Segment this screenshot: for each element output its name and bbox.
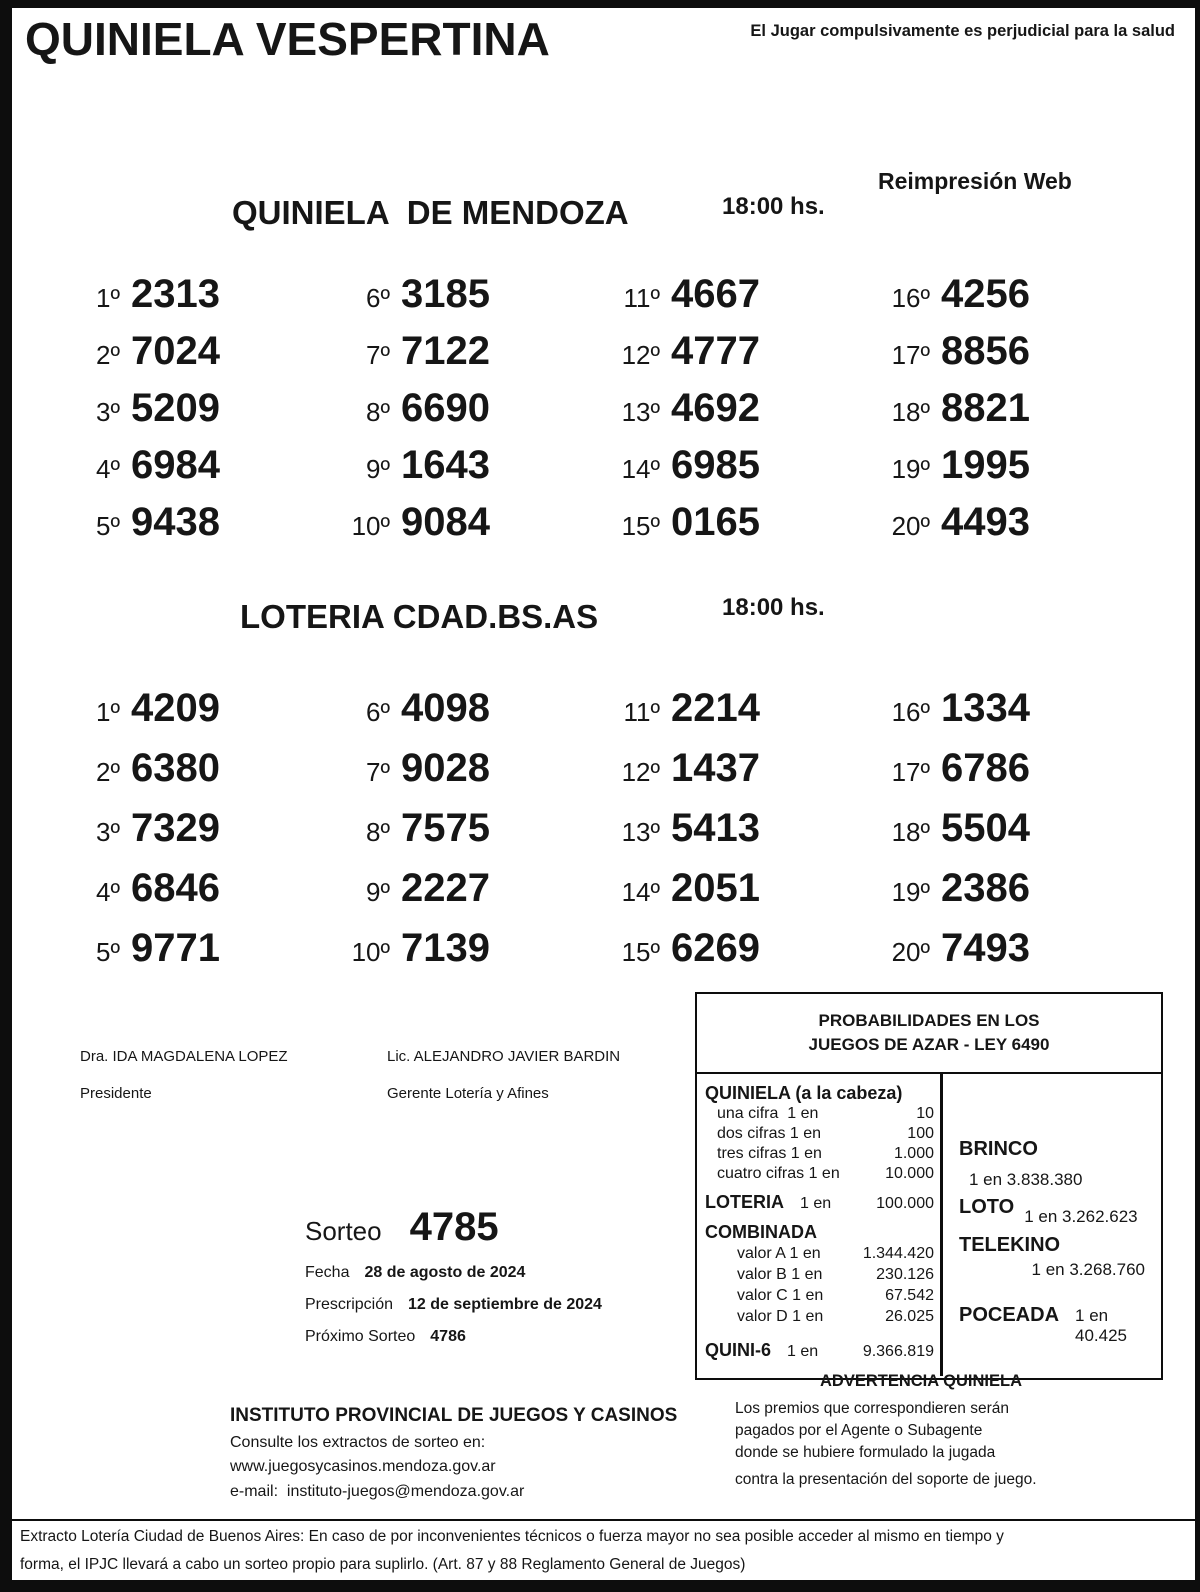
mendoza-results-grid (70, 268, 1150, 553)
result-cell (610, 922, 880, 982)
odds-row: valor A 1 en 1.344.420 (737, 1245, 934, 1262)
institute-website: www.juegosycasinos.mendoza.gov.ar (230, 1458, 496, 1475)
result-position: 8º (366, 397, 390, 427)
result-number: 4692 (671, 386, 760, 430)
result-number: 4098 (401, 686, 490, 730)
probabilities-box (695, 992, 1163, 1380)
result-number: 7493 (941, 926, 1030, 970)
health-warning: El Jugar compulsivamente es perjudicial para la salud (750, 22, 1175, 40)
prescription-label: Prescripción (305, 1296, 394, 1313)
result-number: 6984 (131, 443, 220, 487)
result-number: 1334 (941, 686, 1030, 730)
result-cell (880, 922, 1150, 982)
odds-row: una cifra 1 en 10 (717, 1105, 934, 1122)
result-cell (70, 682, 340, 742)
probabilities-body (697, 1074, 1161, 1376)
result-cell (340, 496, 610, 553)
result-cell (70, 862, 340, 922)
odds-row: valor B 1 en 230.126 (737, 1266, 934, 1283)
probabilities-title-line2: JUEGOS DE AZAR - LEY 6490 (808, 1035, 1050, 1054)
institute-name: INSTITUTO PROVINCIAL DE JUEGOS Y CASINOS (230, 1405, 678, 1426)
result-cell (340, 862, 610, 922)
draw-number-label: Sorteo (305, 1216, 382, 1246)
result-position: 17º (891, 757, 930, 787)
prescription-value: 12 de septiembre de 2024 (408, 1296, 602, 1313)
result-position: 9º (366, 877, 390, 907)
result-cell (880, 268, 1150, 325)
draw-date-label: Fecha (305, 1264, 350, 1281)
bsas-results-grid (70, 682, 1150, 982)
result-position: 2º (96, 340, 120, 370)
odds-row: tres cifras 1 en 1.000 (717, 1145, 934, 1162)
result-cell (610, 439, 880, 496)
result-position: 16º (891, 697, 930, 727)
result-number: 6985 (671, 443, 760, 487)
result-position: 13º (621, 817, 660, 847)
result-number: 7024 (131, 329, 220, 373)
result-position: 3º (96, 397, 120, 427)
result-position: 16º (891, 283, 930, 313)
signature-manager-name: Lic. ALEJANDRO JAVIER BARDIN (387, 1048, 621, 1065)
result-number: 4667 (671, 272, 760, 316)
result-position: 2º (96, 757, 120, 787)
result-position: 11º (623, 283, 660, 313)
result-number: 7329 (131, 806, 220, 850)
result-number: 7139 (401, 926, 490, 970)
result-cell (880, 325, 1150, 382)
draw-date-row (305, 1264, 525, 1282)
result-position: 4º (96, 454, 120, 484)
result-cell (340, 682, 610, 742)
result-number: 5209 (131, 386, 220, 430)
telekino-odds: TELEKINO 1 en 3.268.760 (959, 1234, 1145, 1279)
institute-consult-line: Consulte los extractos de sorteo en: (230, 1434, 486, 1451)
result-number: 8856 (941, 329, 1030, 373)
result-position: 14º (621, 454, 660, 484)
result-cell (880, 862, 1150, 922)
result-cell (610, 268, 880, 325)
result-cell (340, 922, 610, 982)
result-cell (340, 325, 610, 382)
result-position: 12º (621, 757, 660, 787)
result-position: 10º (351, 937, 390, 967)
result-cell (340, 439, 610, 496)
next-draw-row (305, 1328, 466, 1346)
probabilities-title (697, 994, 1161, 1074)
combinada-odds-heading: COMBINADA (705, 1222, 817, 1242)
quiniela-warning-block (735, 1372, 1107, 1491)
loteria-odds-row: LOTERIA 1 en 100.000 (705, 1192, 934, 1212)
draw-number-value: 4785 (409, 1205, 499, 1249)
result-number: 2214 (671, 686, 760, 730)
odds-row: valor D 1 en 26.025 (737, 1308, 934, 1325)
result-cell (880, 382, 1150, 439)
result-position: 14º (621, 877, 660, 907)
signature-president-name: Dra. IDA MAGDALENA LOPEZ (80, 1048, 288, 1065)
odds-row: cuatro cifras 1 en 10.000 (717, 1165, 934, 1182)
result-cell (610, 802, 880, 862)
result-number: 0165 (671, 500, 760, 544)
result-cell (610, 325, 880, 382)
result-position: 5º (96, 511, 120, 541)
result-number: 2386 (941, 866, 1030, 910)
result-cell (880, 496, 1150, 553)
result-position: 15º (621, 937, 660, 967)
result-number: 6846 (131, 866, 220, 910)
result-number: 2051 (671, 866, 760, 910)
quiniela-warning-line: Los premios que correspondieren serán (735, 1400, 1009, 1417)
quiniela-odds-heading: QUINIELA (a la cabeza) (705, 1083, 903, 1103)
result-number: 4209 (131, 686, 220, 730)
next-draw-value: 4786 (430, 1328, 466, 1345)
signature-manager-role: Gerente Lotería y Afines (387, 1085, 549, 1102)
reprint-web-label: Reimpresión Web (878, 168, 1072, 194)
result-number: 6269 (671, 926, 760, 970)
result-number: 1643 (401, 443, 490, 487)
mendoza-section-title: QUINIELA DE MENDOZA (232, 194, 629, 231)
draw-number-row (305, 1205, 499, 1250)
result-position: 1º (96, 283, 120, 313)
result-cell (340, 802, 610, 862)
footer-note-line1: Extracto Lotería Ciudad de Buenos Aires: En caso de por inconvenientes técnicos o fuerza mayor no sea posible acceder al mismo en tiempo y (20, 1528, 1004, 1545)
result-cell (70, 496, 340, 553)
result-cell (340, 742, 610, 802)
result-position: 18º (891, 817, 930, 847)
quiniela-warning-line: pagados por el Agente o Subagente (735, 1422, 983, 1439)
result-cell (70, 325, 340, 382)
result-position: 9º (366, 454, 390, 484)
probabilities-left-column (697, 1074, 943, 1376)
result-cell (610, 496, 880, 553)
result-position: 7º (366, 757, 390, 787)
result-number: 1995 (941, 443, 1030, 487)
prescription-row (305, 1296, 602, 1314)
result-number: 5504 (941, 806, 1030, 850)
result-position: 1º (96, 697, 120, 727)
result-number: 9438 (131, 500, 220, 544)
result-position: 19º (891, 877, 930, 907)
result-position: 10º (351, 511, 390, 541)
result-cell (880, 682, 1150, 742)
result-position: 17º (891, 340, 930, 370)
loto-odds: LOTO 1 en 3.262.623 (959, 1196, 1138, 1226)
result-cell (70, 922, 340, 982)
result-cell (880, 439, 1150, 496)
bsas-draw-time: 18:00 hs. (722, 594, 825, 621)
result-position: 6º (366, 697, 390, 727)
result-number: 6690 (401, 386, 490, 430)
footer-divider (12, 1519, 1195, 1521)
result-position: 6º (366, 283, 390, 313)
result-cell (70, 802, 340, 862)
result-number: 9771 (131, 926, 220, 970)
result-number: 2313 (131, 272, 220, 316)
mendoza-draw-time: 18:00 hs. (722, 193, 825, 220)
quini6-odds-row: QUINI-6 1 en 9.366.819 (705, 1340, 934, 1360)
result-cell (610, 682, 880, 742)
result-number: 4777 (671, 329, 760, 373)
result-cell (70, 439, 340, 496)
quiniela-warning-title: ADVERTENCIA QUINIELA (820, 1372, 1022, 1390)
result-cell (340, 382, 610, 439)
probabilities-title-line1: PROBABILIDADES EN LOS (818, 1011, 1040, 1030)
result-cell (70, 382, 340, 439)
bsas-section-title: LOTERIA CDAD.BS.AS (240, 598, 599, 635)
result-position: 20º (891, 937, 930, 967)
result-cell (880, 742, 1150, 802)
result-cell (610, 862, 880, 922)
result-cell (610, 742, 880, 802)
quiniela-warning-line: donde se hubiere formulado la jugada (735, 1444, 996, 1461)
result-number: 7575 (401, 806, 490, 850)
institute-email: e-mail: instituto-juegos@mendoza.gov.ar (230, 1483, 525, 1500)
poceada-odds: POCEADA 1 en 40.425 (959, 1304, 1128, 1345)
result-position: 12º (621, 340, 660, 370)
page-title: QUINIELA VESPERTINA (25, 13, 550, 65)
result-number: 9084 (401, 500, 490, 544)
probabilities-right-column (943, 1074, 1161, 1376)
result-position: 11º (623, 697, 660, 727)
result-number: 4256 (941, 272, 1030, 316)
result-number: 8821 (941, 386, 1030, 430)
odds-row: dos cifras 1 en 100 (717, 1125, 934, 1142)
result-position: 20º (891, 511, 930, 541)
result-number: 5413 (671, 806, 760, 850)
result-cell (340, 268, 610, 325)
result-cell (610, 382, 880, 439)
result-number: 1437 (671, 746, 760, 790)
signature-president-role: Presidente (80, 1085, 152, 1102)
result-number: 2227 (401, 866, 490, 910)
odds-row: valor C 1 en 67.542 (737, 1287, 934, 1304)
brinco-odds: BRINCO1 en 3.838.380 (959, 1138, 1083, 1189)
result-number: 9028 (401, 746, 490, 790)
quiniela-warning-line: contra la presentación del soporte de juego. (735, 1471, 1037, 1488)
result-position: 19º (891, 454, 930, 484)
result-number: 6786 (941, 746, 1030, 790)
result-position: 8º (366, 817, 390, 847)
result-number: 3185 (401, 272, 490, 316)
result-number: 4493 (941, 500, 1030, 544)
result-position: 7º (366, 340, 390, 370)
result-position: 4º (96, 877, 120, 907)
result-number: 6380 (131, 746, 220, 790)
result-position: 5º (96, 937, 120, 967)
next-draw-label: Próximo Sorteo (305, 1328, 416, 1345)
result-cell (70, 268, 340, 325)
result-position: 18º (891, 397, 930, 427)
draw-date-value: 28 de agosto de 2024 (364, 1264, 526, 1281)
result-position: 3º (96, 817, 120, 847)
result-number: 7122 (401, 329, 490, 373)
result-position: 15º (621, 511, 660, 541)
footer-note-line2: forma, el IPJC llevará a cabo un sorteo propio para suplirlo. (Art. 87 y 88 Reglamento General de Juegos) (20, 1556, 746, 1573)
result-cell (880, 802, 1150, 862)
result-cell (70, 742, 340, 802)
result-position: 13º (621, 397, 660, 427)
